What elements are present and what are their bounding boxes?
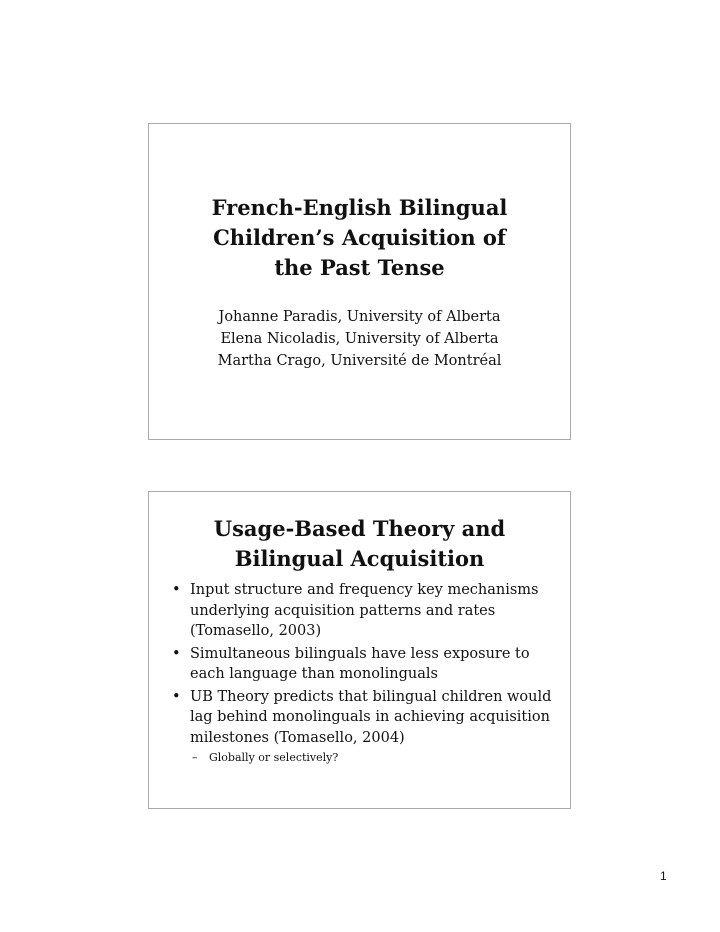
sub-bullet-list: [190, 750, 556, 766]
sub-bullet-item: [190, 750, 556, 766]
sub-bullet-marker: –: [192, 751, 198, 764]
title-line: French-English Bilingual: [211, 195, 508, 220]
bullet-marker: •: [172, 582, 181, 598]
bullet-item: [171, 644, 556, 685]
page-number: 1: [660, 869, 667, 883]
bullet-marker: •: [172, 688, 181, 705]
slide-2: [148, 491, 571, 809]
title-line: Bilingual Acquisition: [234, 546, 485, 571]
title-line: the Past Tense: [274, 255, 445, 280]
slide-2-title: [149, 514, 570, 574]
author-list: [149, 306, 570, 372]
bullet-item: [171, 687, 556, 767]
bullet-item: [171, 580, 556, 642]
author-line: Elena Nicoladis, University of Alberta: [220, 331, 499, 347]
slide-1-title: [149, 193, 570, 283]
title-line: Usage-Based Theory and: [213, 516, 506, 541]
bullet-text: Input structure and frequency key mechanisms underlying acquisition patterns and rates (Tomasello, 2003): [190, 582, 539, 639]
author-line: Martha Crago, Université de Montréal: [217, 353, 502, 369]
author-line: Johanne Paradis, University of Alberta: [218, 309, 501, 325]
sub-bullet-text: Globally or selectively?: [209, 751, 339, 764]
slide-1: [148, 123, 571, 440]
bullet-text: UB Theory predicts that bilingual children would lag behind monolinguals in achieving acquisition milestones (Tomasello, 2004): [190, 688, 552, 746]
bullet-list: [171, 580, 556, 768]
title-line: Children’s Acquisition of: [213, 225, 506, 250]
bullet-text: Simultaneous bilinguals have less exposure to each language than monolinguals: [190, 645, 530, 682]
bullet-marker: •: [172, 645, 181, 662]
